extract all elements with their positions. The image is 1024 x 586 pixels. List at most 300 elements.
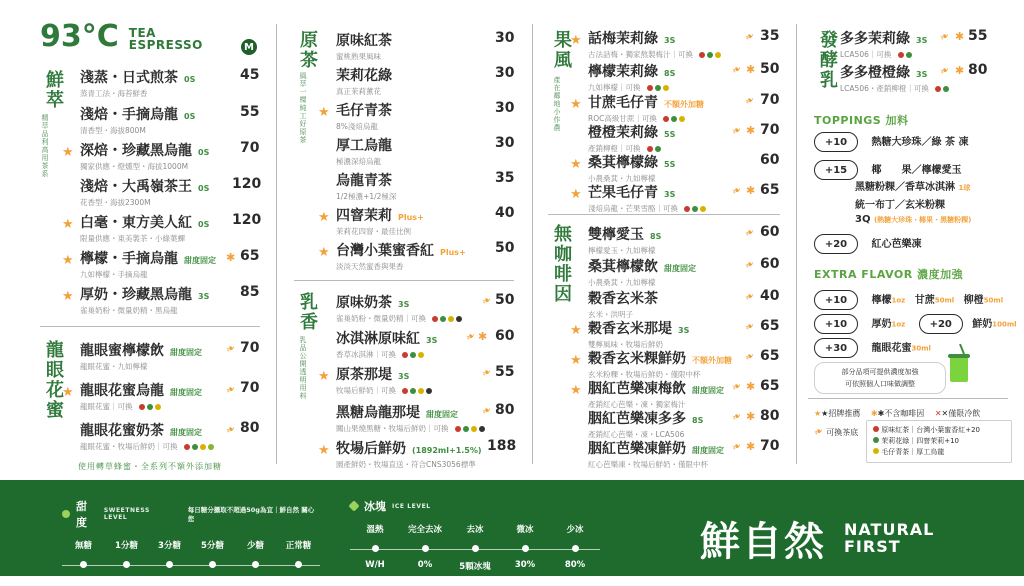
- legend-line: [873, 436, 1005, 447]
- item-desc-text: LCA506｜可換: [840, 50, 892, 59]
- section-decaf-title: 無咖啡因: [551, 224, 572, 304]
- item-price: 85: [240, 284, 260, 300]
- item-name: 台灣小葉蜜香紅: [336, 243, 434, 259]
- item-name: 厚奶・珍藏黑烏龍: [80, 287, 192, 303]
- item-name: 多多橙橙綠: [840, 65, 910, 81]
- star-icon: ★: [62, 289, 74, 304]
- leaf-icon: ❧: [742, 288, 757, 305]
- extra-item-name: 甘蔗: [914, 294, 935, 306]
- item-price: 35: [495, 170, 515, 186]
- q3-note: (熱糖大珍珠・椰果・黑糖粉粿): [873, 216, 972, 224]
- item-desc: [80, 441, 214, 452]
- legend-line-1: [814, 408, 980, 419]
- decaf-icon: ✱: [746, 63, 756, 76]
- item-name: 胭紅芭樂凍多多: [588, 411, 686, 427]
- item-price: 30: [495, 100, 515, 116]
- star-icon: ★: [570, 97, 582, 112]
- section-divider: [548, 214, 780, 215]
- item-desc-text: 香草冰淇淋｜可換: [336, 350, 396, 359]
- sweetness-label: 1分糖: [115, 541, 138, 551]
- item-name: 毛仔青茶: [336, 103, 392, 119]
- ice-label: 溫熱: [366, 525, 384, 535]
- leaf-icon: ❧: [479, 364, 494, 381]
- extra-price: +20: [919, 314, 963, 334]
- item-price: 80: [495, 402, 515, 418]
- menu-item[interactable]: [318, 100, 392, 132]
- legend-text: ✱不含咖啡因: [877, 409, 925, 418]
- item-price: 40: [760, 288, 780, 304]
- item-tag: 甜度固定: [692, 446, 724, 455]
- item-desc: 茉莉花四窨・最佳比例: [336, 227, 411, 236]
- menu-item[interactable]: [318, 240, 466, 272]
- item-tag: 8S: [650, 232, 662, 241]
- longan-note: 使用轉草蜂蜜・全系列不額外添加糖: [78, 462, 222, 471]
- leaf-icon: ❧: [742, 224, 757, 241]
- menu-item[interactable]: [318, 292, 462, 324]
- item-desc-text: 產銷柳橙｜可換: [588, 144, 641, 153]
- item-price: 65: [760, 348, 780, 364]
- item-price: 80: [240, 420, 260, 436]
- item-price: 120: [232, 212, 262, 228]
- sweetness-tick: [166, 561, 173, 568]
- topping-row[interactable]: [814, 234, 921, 254]
- star-icon: ★: [62, 385, 74, 400]
- item-tag: 3S: [398, 300, 410, 309]
- item-price: 50: [760, 61, 780, 77]
- menu-item[interactable]: [62, 140, 209, 172]
- tea-base-dots: [647, 85, 669, 91]
- topping-row: [855, 214, 971, 225]
- decaf-icon: ✱: [955, 30, 965, 43]
- decaf-icon: ✱: [746, 184, 756, 197]
- tea-base-dots: [402, 352, 424, 358]
- item-desc-text: ROC高級甘蔗｜可換: [588, 114, 657, 123]
- item-desc: 玄米粉粿・牧場后鮮奶・僅限中杯: [588, 370, 701, 379]
- item-price: 40: [495, 205, 515, 221]
- menu-item[interactable]: [318, 328, 437, 360]
- ice-icon: [348, 500, 359, 511]
- menu-item[interactable]: [570, 318, 689, 350]
- item-name: 茉莉花綠: [336, 68, 392, 84]
- tea-base-dots: [184, 444, 214, 450]
- decaf-icon: ✱: [870, 409, 878, 418]
- decaf-icon: ✱: [226, 251, 236, 264]
- sweetness-code: 1S: [120, 576, 133, 586]
- menu-item[interactable]: [62, 380, 202, 412]
- brand-espresso: ESPRESSO: [128, 38, 203, 53]
- extra-row[interactable]: [814, 314, 1017, 334]
- item-desc: 雀巢奶粉・微量奶精・黑烏龍: [80, 306, 178, 315]
- item-price: 65: [760, 378, 780, 394]
- item-tag: 8S: [664, 69, 676, 78]
- item-desc: [840, 83, 949, 94]
- ice-block: [350, 498, 600, 572]
- sweetness-title: 甜度: [75, 500, 87, 529]
- item-desc: [80, 401, 202, 412]
- star-icon: ★: [318, 245, 330, 260]
- tea-base-dots: [402, 388, 432, 394]
- item-tag: (1892ml+1.5%): [412, 446, 482, 455]
- sweetness-code: 8S: [249, 576, 262, 586]
- item-desc-text: 雀巢奶粉・微量奶精｜可換: [336, 314, 426, 323]
- sweetness-code: 10S: [289, 576, 308, 586]
- item-name: 龍眼花蜜奶茶: [80, 423, 164, 439]
- extra-item-sub: 50ml: [983, 296, 1004, 305]
- item-price: 35: [760, 28, 780, 44]
- item-desc: 雙檸風味・牧場后鮮奶: [588, 340, 663, 349]
- leaf-icon: ❧: [479, 402, 494, 419]
- sweetness-tick: [295, 561, 302, 568]
- menu-item[interactable]: [62, 248, 216, 280]
- item-desc: 清香型・海拔800M: [80, 126, 146, 135]
- section-fruit-title: 果風: [551, 30, 572, 70]
- sweetness-tick: [252, 561, 259, 568]
- item-desc: 真正茉莉薰花: [336, 87, 381, 96]
- ice-code: 30%: [514, 560, 536, 570]
- item-desc-text: 龍眼花蜜｜可換: [80, 402, 133, 411]
- menu-item[interactable]: [62, 284, 209, 316]
- item-price: 70: [240, 340, 260, 356]
- item-name: 原味奶茶: [336, 295, 392, 311]
- topping-note: 1球: [958, 184, 971, 192]
- item-desc-text: LCA506・產銷柳橙｜可換: [840, 84, 929, 93]
- red-dot-icon: [873, 426, 879, 432]
- item-desc: 產銷紅心芭樂・凍・獨家梅汁: [588, 400, 686, 409]
- topping-items: 紅心芭樂凍: [871, 238, 922, 250]
- item-desc: 花香型・海拔2300M: [80, 198, 151, 207]
- item-tag: 3S: [678, 326, 690, 335]
- item-price: 30: [495, 65, 515, 81]
- menu-item[interactable]: [318, 65, 392, 97]
- tea-base-dots: [455, 426, 485, 432]
- leaf-icon: ❧: [742, 348, 757, 365]
- footer: [0, 480, 1024, 586]
- menu-item[interactable]: [318, 438, 482, 470]
- star-icon: ★: [570, 187, 582, 202]
- item-price: 70: [760, 92, 780, 108]
- item-desc: 檸檬愛玉・九如檸檬: [588, 246, 656, 255]
- leaf-icon: ❧: [729, 122, 744, 139]
- extra-item-sub: 100ml: [992, 320, 1017, 329]
- section-divider: [40, 326, 260, 327]
- menu-item[interactable]: [570, 92, 704, 124]
- leaf-icon: ❧: [742, 28, 757, 45]
- tea-base-dots: [699, 52, 721, 58]
- menu-item[interactable]: [570, 378, 724, 410]
- topping-row: [855, 178, 970, 193]
- menu-item[interactable]: [318, 30, 392, 62]
- item-name: 桑萁檸檬飲: [588, 259, 658, 275]
- menu-item[interactable]: [62, 67, 195, 99]
- item-tag: 5S: [664, 130, 676, 139]
- item-tag: 3S: [916, 70, 928, 79]
- decaf-icon: ✱: [746, 410, 756, 423]
- topping-price: +20: [814, 234, 858, 254]
- item-tag: 不額外加糖: [692, 356, 732, 365]
- item-price: 80: [760, 408, 780, 424]
- item-name: 桑萁檸檬綠: [588, 155, 658, 171]
- item-desc: 小農桑萁・九如檸檬: [588, 278, 656, 287]
- topping-row[interactable]: [814, 160, 961, 180]
- item-price: 65: [760, 318, 780, 334]
- item-desc: [840, 49, 927, 60]
- item-price: 60: [495, 328, 515, 344]
- size-badge: M: [241, 39, 257, 55]
- menu-item[interactable]: [570, 61, 675, 93]
- item-tag: 甜度固定: [184, 256, 216, 265]
- brand-temp: 93°C: [40, 19, 119, 54]
- item-desc: 紅心芭樂凍・牧場后鮮奶・僅限中杯: [588, 460, 708, 469]
- item-price: 60: [760, 256, 780, 272]
- item-price: 188: [487, 438, 517, 454]
- tea-base-dots: [432, 316, 462, 322]
- topping-items: 熱糖大珍珠／綠 茶 凍: [871, 136, 969, 148]
- item-name: 雙檸愛玉: [588, 227, 644, 243]
- menu-item[interactable]: [570, 224, 661, 256]
- brand-93c: [40, 19, 203, 54]
- topping-row[interactable]: [814, 132, 968, 152]
- sweetness-tick: [123, 561, 130, 568]
- item-name: 橙橙茉莉綠: [588, 125, 658, 141]
- extra-price: +10: [814, 290, 858, 310]
- section-milk-title: 乳香: [297, 292, 318, 332]
- item-price: 55: [240, 104, 260, 120]
- item-name: 穀香玄米茶: [588, 291, 658, 307]
- item-desc-text: 淺焙烏龍・芒果雪酪｜可換: [588, 204, 678, 213]
- sweetness-block: [62, 498, 320, 586]
- section-milk-subtitle: 乳品公開透明用料: [299, 336, 307, 400]
- leaf-icon: ❧: [223, 381, 238, 398]
- column-divider: [532, 24, 533, 464]
- legend-tea-base-box: [866, 420, 1012, 463]
- item-price: 80: [968, 62, 988, 78]
- item-desc: 8%淺焙烏龍: [336, 122, 378, 131]
- star-icon: ★: [570, 157, 582, 172]
- item-name: 深焙・珍藏黑烏龍: [80, 143, 192, 159]
- menu-item[interactable]: [318, 402, 485, 434]
- leaf-icon: ❧: [479, 292, 494, 309]
- legend-text: 可換茶底: [826, 428, 859, 437]
- star-icon: ★: [318, 369, 330, 384]
- ice-label: 少冰: [566, 525, 584, 535]
- item-name: 冰淇淋原味紅: [336, 331, 420, 347]
- item-desc: 龍眼花蜜・九如檸檬: [80, 362, 148, 371]
- ice-codes: [350, 560, 600, 572]
- ice-label: 完全去冰: [407, 525, 442, 535]
- star-icon: ★: [318, 443, 330, 458]
- drop-icon: [62, 510, 70, 518]
- menu-item[interactable]: [318, 205, 424, 237]
- menu-item[interactable]: [570, 152, 675, 184]
- decaf-icon: ✱: [746, 440, 756, 453]
- item-desc: [336, 423, 485, 434]
- item-tag: 5S: [664, 160, 676, 169]
- item-price: 70: [240, 140, 260, 156]
- star-icon: ★: [570, 383, 582, 398]
- star-icon: ★: [570, 353, 582, 368]
- sweetness-sub: SWEETNESS LEVEL: [103, 507, 150, 521]
- menu-item[interactable]: [840, 62, 952, 94]
- item-price: 50: [495, 240, 515, 256]
- menu-item[interactable]: [570, 438, 724, 470]
- sweetness-labels: [62, 539, 320, 551]
- item-desc-text: 古法話梅・獨家熬製梅汁｜可換: [588, 50, 693, 59]
- menu-item[interactable]: [570, 256, 696, 288]
- legend-text: 茉莉花綠｜四窨茉莉+10: [881, 436, 960, 445]
- item-desc: [336, 385, 432, 396]
- legend-line: [873, 447, 1005, 458]
- menu-item[interactable]: [570, 182, 706, 214]
- item-price: 30: [495, 30, 515, 46]
- leaf-icon: ❧: [742, 92, 757, 109]
- extra-bubble: [814, 362, 946, 394]
- sweetness-tick: [209, 561, 216, 568]
- item-desc: 1/2極濃+1/2極深: [336, 192, 397, 201]
- legend-text: ✕僅限冷飲: [941, 409, 981, 418]
- leaf-icon: ❧: [937, 28, 952, 45]
- ice-tick: [572, 545, 579, 552]
- star-icon: ★: [318, 210, 330, 225]
- extra-item-sub: 1oz: [891, 320, 906, 329]
- star-icon: ★: [318, 105, 330, 120]
- item-tag: 3S: [426, 336, 438, 345]
- ice-label: 去冰: [466, 525, 484, 535]
- item-tag: Plus+: [440, 248, 466, 257]
- sweetness-label: 5分糖: [201, 541, 224, 551]
- tea-base-dots: [935, 86, 949, 92]
- item-tag: 甜度固定: [692, 386, 724, 395]
- item-desc: 園產鮮奶・牧場直送・符合CNS3056標準: [336, 460, 476, 469]
- sweetness-scale-bar: [62, 565, 320, 566]
- item-tag: 不額外加糖: [664, 100, 704, 109]
- ice-tick: [522, 545, 529, 552]
- menu-item[interactable]: [318, 364, 432, 396]
- item-name: 厚工烏龍: [336, 138, 392, 154]
- decaf-icon: ✱: [478, 330, 488, 343]
- star-icon: ★: [814, 409, 822, 418]
- item-name: 烏龍青茶: [336, 173, 392, 189]
- item-tag: 3S: [664, 190, 676, 199]
- menu-item[interactable]: [62, 420, 214, 452]
- ice-tick: [372, 545, 379, 552]
- item-tag: 3S: [398, 372, 410, 381]
- section-longan-title: 龍眼花蜜: [43, 340, 64, 420]
- item-desc-text: 九如檸檬｜可換: [588, 83, 641, 92]
- bubble-note-1: 部分品項可提供濃度加強: [841, 368, 919, 376]
- extra-row[interactable]: [814, 290, 1003, 310]
- item-tag: 8S: [692, 416, 704, 425]
- item-desc-text: 龍眼花蜜・牧場后鮮奶｜可換: [80, 442, 178, 451]
- item-price: 55: [968, 28, 988, 44]
- item-desc: 產銷紅心芭樂・凍・LCA506: [588, 430, 685, 439]
- item-desc: 蜜桃熟果風味: [336, 52, 381, 61]
- ice-code: 0%: [417, 560, 433, 570]
- item-tag: Plus+: [398, 213, 424, 222]
- sweetness-codes: [62, 576, 320, 586]
- leaf-icon: ❧: [729, 408, 744, 425]
- leaf-icon: ❧: [223, 340, 238, 357]
- menu-item[interactable]: [570, 288, 658, 320]
- menu-item[interactable]: [62, 340, 202, 372]
- ice-sub: ICE LEVEL: [392, 502, 431, 510]
- item-desc: 獨家供應・燈燻型・海拔1000M: [80, 162, 189, 171]
- ice-scale: [350, 543, 600, 557]
- item-name: 檸檬・手摘烏龍: [80, 251, 178, 267]
- menu-item[interactable]: [840, 28, 927, 60]
- star-icon: ★: [62, 217, 74, 232]
- menu-item[interactable]: [570, 122, 675, 154]
- item-tag: 0S: [198, 148, 210, 157]
- menu-item[interactable]: [62, 104, 195, 136]
- decaf-icon: ✱: [746, 380, 756, 393]
- leaf-icon: ❧: [937, 62, 952, 79]
- legend-divider: [808, 398, 1008, 399]
- leaf-icon: ❧: [463, 328, 478, 345]
- menu-item[interactable]: [318, 135, 392, 167]
- column-divider: [796, 24, 797, 464]
- ice-code: W/H: [365, 560, 385, 570]
- legend-line: [873, 425, 1005, 436]
- section-raw-subtitle: 風萃一棵純工好原茶: [299, 72, 307, 144]
- menu-item[interactable]: [570, 408, 703, 440]
- item-tag: 3S: [916, 36, 928, 45]
- menu-item[interactable]: [570, 348, 732, 380]
- leaf-icon: ❧: [729, 438, 744, 455]
- item-desc: [588, 203, 706, 214]
- item-desc: 玄米・洪明子: [588, 310, 633, 319]
- item-price: 70: [240, 380, 260, 396]
- extra-item-sub: 1oz: [891, 296, 906, 305]
- item-name: 穀香玄米粿鮮奶: [588, 351, 686, 367]
- item-name: 原茶那堤: [336, 367, 392, 383]
- menu-item[interactable]: [318, 170, 396, 202]
- item-price: 45: [240, 67, 260, 83]
- item-desc: [336, 349, 437, 360]
- item-tag: 0S: [198, 184, 210, 193]
- item-desc: 九如檸檬・手摘烏龍: [80, 270, 148, 279]
- item-name: 原味紅茶: [336, 33, 392, 49]
- ice-code: 5顆冰塊: [459, 562, 491, 572]
- ice-labels: [350, 523, 600, 535]
- cup-icon: [946, 344, 972, 386]
- brand-cn: 鮮自然: [700, 519, 826, 565]
- item-name: 話梅茉莉綠: [588, 31, 658, 47]
- item-tag: 甜度固定: [664, 264, 696, 273]
- topping-price: +15: [814, 160, 858, 180]
- item-name: 龍眼花蜜烏龍: [80, 383, 164, 399]
- item-desc: 限量供應・東美製茶・小綠葉蟬: [80, 234, 185, 243]
- item-name: 穀香玄米那堤: [588, 321, 672, 337]
- sweetness-label: 正常糖: [285, 541, 312, 551]
- menu-item[interactable]: [570, 28, 721, 60]
- item-price: 30: [495, 135, 515, 151]
- menu-item[interactable]: [62, 176, 209, 208]
- sweetness-label: 無糖: [74, 541, 92, 551]
- sweetness-label: 3分糖: [158, 541, 181, 551]
- extra-item-sub: 50ml: [934, 296, 955, 305]
- brand-en-2: FIRST: [844, 536, 901, 556]
- legend-text: 毛仔青茶｜厚工烏龍: [881, 447, 945, 456]
- menu-item[interactable]: [62, 212, 209, 244]
- column-divider: [276, 24, 277, 464]
- extra-row[interactable]: [814, 338, 931, 358]
- item-desc: 淡淡天然蜜香與果香: [336, 262, 404, 271]
- section-fresh-subtitle: 精萃品利高用茶系: [41, 114, 49, 178]
- item-desc-text: 牧場后鮮奶｜可換: [336, 386, 396, 395]
- item-name: 淺蒸・日式煎茶: [80, 70, 178, 86]
- topping-items: 黑糖粉粿／香草冰淇淋: [855, 182, 955, 193]
- item-price: 70: [760, 438, 780, 454]
